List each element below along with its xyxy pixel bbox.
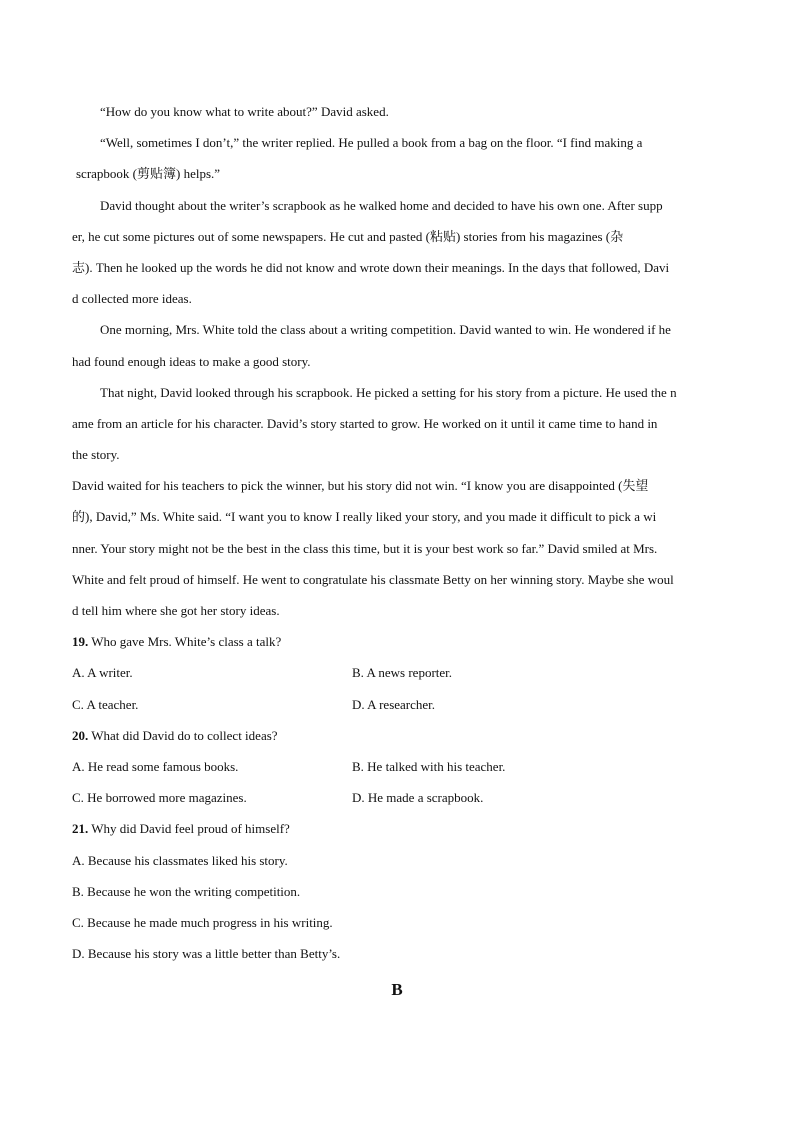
answer-option: B. Because he won the writing competition. [72,883,301,899]
passage-line: er, he cut some pictures out of some newspapers. He cut and pasted (粘贴) stories from his magazines (杂 [72,228,624,244]
question-number: 21. [72,821,89,837]
question-stem [72,720,722,751]
passage-line: “Well, sometimes I don’t,” the writer replied. He pulled a book from a bag on the floor. “I find making a [100,135,643,151]
question-list [72,626,722,969]
answer-option: D. Because his story was a little better than Betty’s. [72,946,341,962]
passage-line: That night, David looked through his scrapbook. He picked a setting for his story from a picture. He used the n [100,384,677,400]
answer-option: B. A news reporter. [352,665,453,681]
answer-option: C. Because he made much progress in his writing. [72,914,333,930]
question-number: 20. [72,727,89,743]
answer-option: C. A teacher. [72,696,139,712]
answer-option: C. He borrowed more magazines. [72,790,247,806]
question-text: What did David do to collect ideas? [88,727,278,743]
section-heading: B [391,980,403,999]
question-text: Who gave Mrs. White’s class a talk? [88,634,282,650]
question-stem [72,813,722,844]
reading-passage [72,96,722,626]
answer-option: A. Because his classmates liked his story. [72,852,288,868]
passage-line: David waited for his teachers to pick the winner, but his story did not win. “I know you are disappointed (失望 [72,478,649,494]
passage-line: 的), David,” Ms. White said. “I want you to know I really liked your story, and you made it difficult to pick a wi [72,509,657,525]
question-text: Why did David feel proud of himself? [88,821,290,837]
question-stem [72,626,722,657]
passage-line: the story. [72,447,120,463]
option-row [72,657,722,688]
option-row [72,689,722,720]
answer-option: A. He read some famous books. [72,758,239,774]
answer-option: B. He talked with his teacher. [352,758,506,774]
answer-option: D. He made a scrapbook. [352,790,484,806]
passage-line: “How do you know what to write about?” David asked. [100,104,389,119]
answer-option: D. A researcher. [352,696,436,712]
passage-line: ame from an article for his character. David’s story started to grow. He worked on it until it came time to hand in [72,415,658,431]
passage-line: d tell him where she got her story ideas. [72,603,280,618]
answer-option: A. A writer. [72,665,133,681]
document-content [72,96,722,969]
option-row [72,782,722,813]
passage-line: d collected more ideas. [72,291,192,307]
passage-line: had found enough ideas to make a good story. [72,353,311,369]
passage-line: White and felt proud of himself. He went to congratulate his classmate Betty on her winning story. Maybe she woul [72,571,674,587]
passage-line: 志). Then he looked up the words he did not know and wrote down their meanings. In the days that followed, Davi [72,259,670,275]
passage-line: scrapbook (剪贴簿) helps.” [76,166,221,182]
passage-line: David thought about the writer’s scrapbook as he walked home and decided to have his own one. After supp [100,197,663,213]
option-row [72,751,722,782]
question-number: 19. [72,634,89,650]
passage-line: nner. Your story might not be the best in the class this time, but it is your best work so far.” David smiled at Mrs. [72,540,658,556]
passage-line: One morning, Mrs. White told the class about a writing competition. David wanted to win. He wondered if he [100,322,671,338]
